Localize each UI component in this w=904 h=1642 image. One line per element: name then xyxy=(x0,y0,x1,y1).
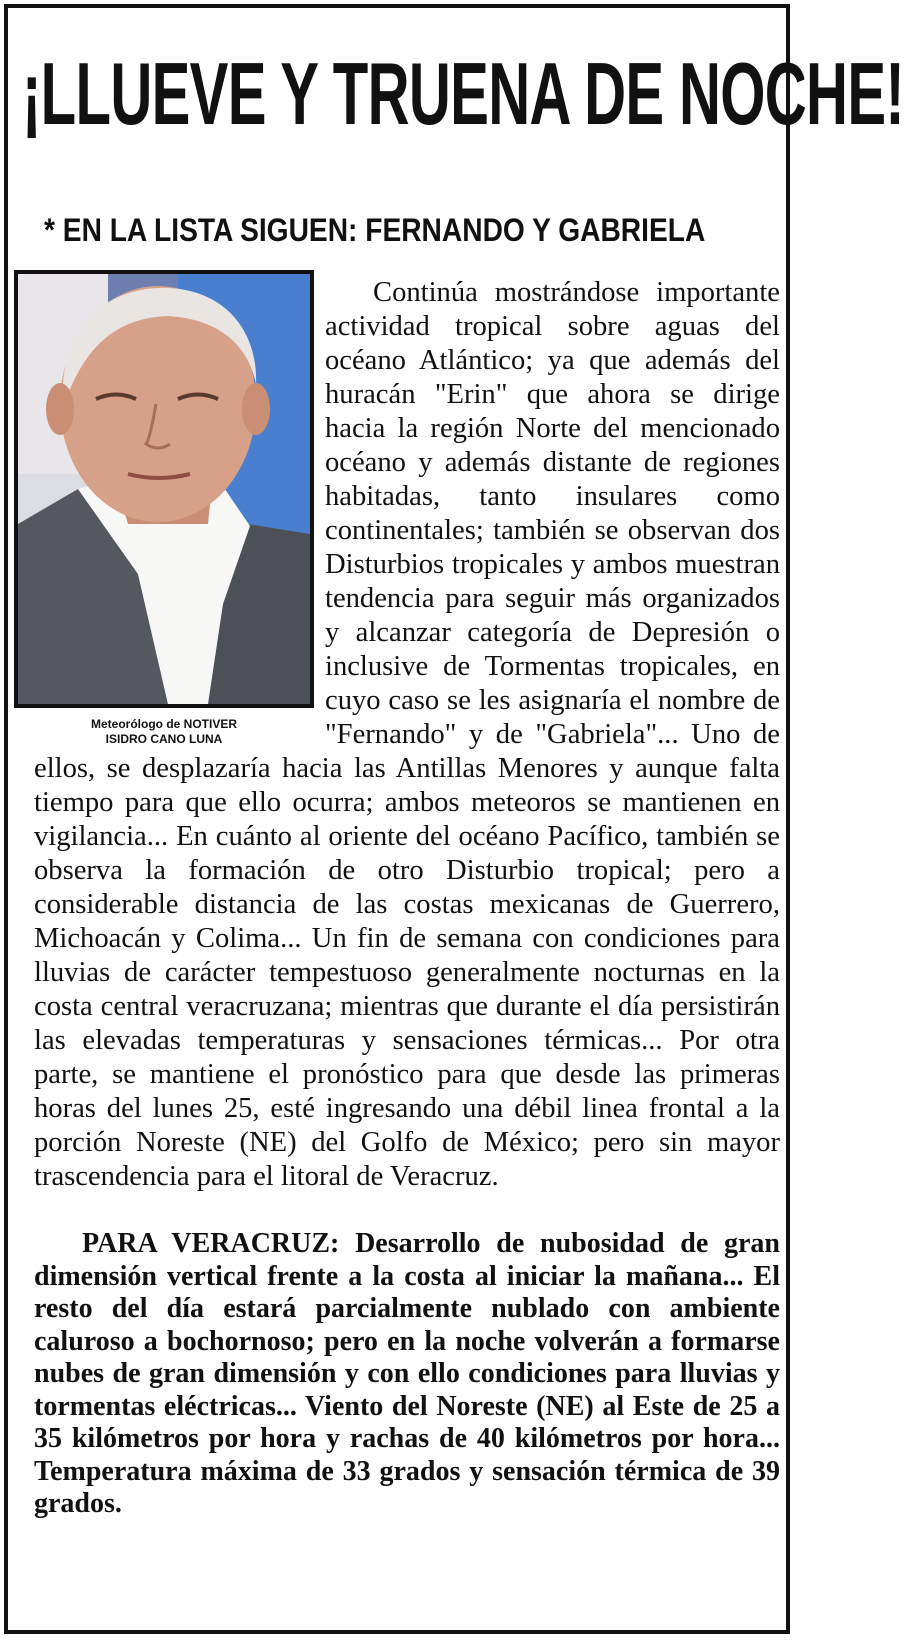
headline: ¡LLUEVE Y TRUENA DE NOCHE! xyxy=(22,44,904,143)
subheadline: * EN LA LISTA SIGUEN: FERNANDO Y GABRIELA xyxy=(44,212,706,248)
photo-wrap-space xyxy=(34,276,325,752)
caption-line-2: ISIDRO CANO LUNA xyxy=(105,732,223,746)
newspaper-clipping xyxy=(4,4,904,1634)
article-body xyxy=(34,276,780,1521)
article-paragraph-veracruz: PARA VERACRUZ: Desarrollo de nubosidad de gran dimensión vertical frente a la costa al iniciar la mañana... El resto del día estará parcialmente nublado con ambiente caluroso a bochornoso; pero en la noche volverán a formarse nubes de gran dimensión y con ello condiciones para lluvias y tormentas eléctricas... Viento del Noreste (NE) al Este de 25 a 35 kilómetros por hora y rachas de 40 kilómetros por hora... Temperatura máxima de 33 grados y sensación térmica de 39 grados. xyxy=(34,1228,780,1519)
caption-line-1: Meteorólogo de NOTIVER xyxy=(90,717,237,731)
article-paragraph-1: Continúa mostrándose importante actividad tropical sobre aguas del océano Atlántico; ya que además del huracán "Erin" que ahora se dirige hacia la región Norte del mencionado océano y además distante de regiones habitadas, tanto insulares como continentales; también se observan dos Disturbios tropicales y ambos muestran tendencia para seguir más organizados y alcanzar categoría de Depresión o inclusive de Tormentas tropicales, en cuyo caso se les asignaría el nombre de "Fernando" y de "Gabriela"... Uno de ellos, se desplazaría hacia las Antillas Menores y aunque falta tiempo para que ello ocurra; ambos meteoros se mantienen en vigilancia... En cuánto al oriente del océano Pacífico, también se observa la formación de otro Disturbio tropical; pero a considerable distancia de las costas mexicanas de Guerrero, Michoacán y Colima... Un fin de semana con condiciones para lluvias de carácter tempestuoso generalmente nocturnas en la costa central veracruzana; mientras que durante el día persistirán las elevadas temperaturas y sensaciones térmicas... Por otra parte, se mantiene el pronóstico para que desde las primeras horas del lunes 25, esté ingresando una débil linea frontal a la porción Noreste (NE) del Golfo de México; pero sin mayor trascendencia para el litoral de Veracruz. xyxy=(34,277,780,1192)
